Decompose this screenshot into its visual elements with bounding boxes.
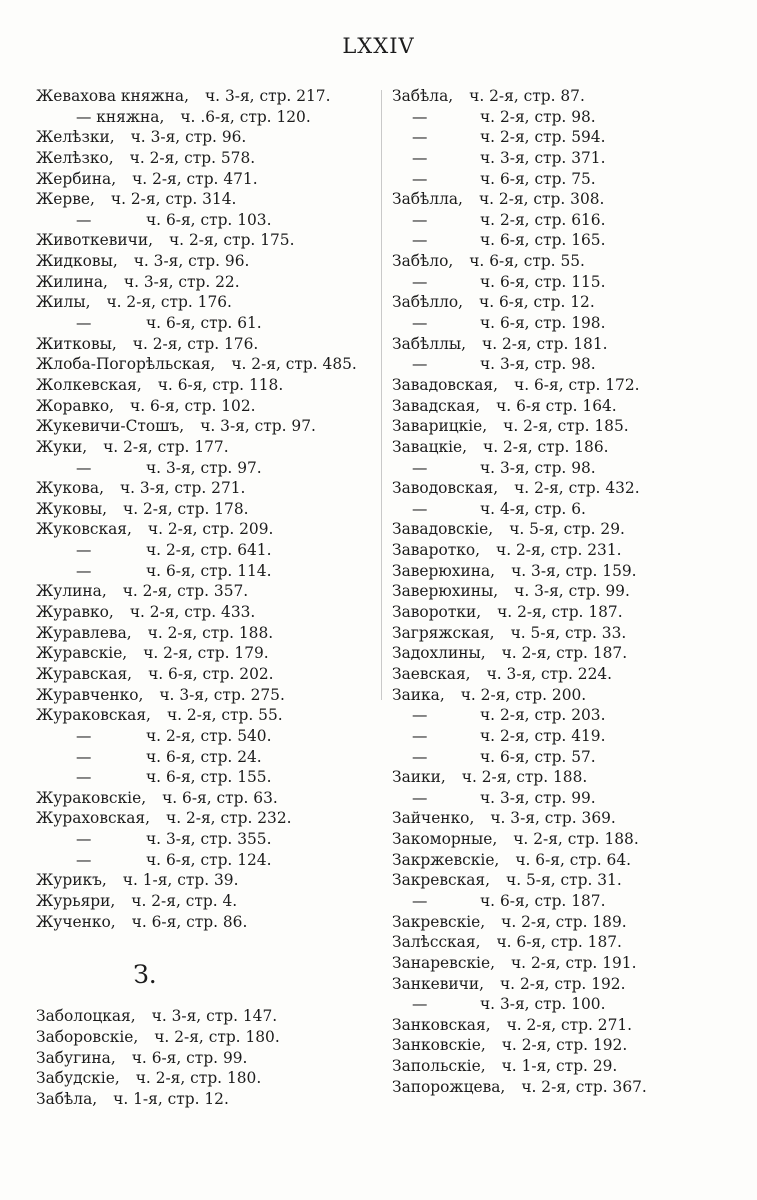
volume-page-reference: ч. 2-я, стр. 180. (135, 1069, 262, 1088)
index-entry (392, 313, 722, 334)
volume-page-reference: ч. 2-я, стр. 185. (503, 417, 629, 436)
index-entry (36, 251, 374, 272)
index-entry (36, 788, 374, 809)
index-entry (36, 86, 374, 107)
volume-page-reference: ч. 1-я, стр. 39. (122, 871, 239, 890)
volume-page-reference: ч. 3-я, стр. 22. (123, 272, 240, 291)
index-entry (392, 767, 722, 788)
index-entry (36, 1068, 374, 1089)
volume-page-reference: ч. 6-я, стр. 198. (480, 314, 606, 333)
index-entry (36, 375, 374, 396)
surname: Занкевичи, (392, 974, 484, 993)
index-entry (36, 230, 374, 251)
surname: Жученко, (36, 912, 116, 931)
index-entry (36, 623, 374, 644)
index-entry (392, 127, 722, 148)
ditto-name: — (412, 355, 428, 374)
volume-page-reference: ч. 6-я, стр. 61. (146, 314, 262, 333)
index-entry (36, 747, 374, 768)
surname: Жуковская, (36, 520, 132, 539)
volume-page-reference: ч. 5-я, стр. 33. (510, 623, 627, 642)
volume-page-reference: ч. 2-я, стр. 367. (521, 1077, 647, 1096)
volume-page-reference: ч. 6-я, стр. 99. (131, 1048, 248, 1067)
index-entry (392, 581, 722, 602)
index-entry (36, 850, 374, 871)
surname: Жевахова княжна, (36, 87, 189, 105)
index-entry (392, 870, 722, 891)
index-entry (36, 870, 374, 891)
index-entry (36, 767, 374, 788)
index-entry (392, 974, 722, 995)
surname: Завацкіе, (392, 437, 468, 456)
index-entry (392, 416, 722, 437)
index-entry (36, 313, 374, 334)
surname: Завадская, (392, 396, 481, 415)
volume-page-reference: ч. 6-я, стр. 63. (162, 788, 278, 807)
surname: Жураковскіе, (36, 788, 147, 807)
surname: Забѣла, (392, 87, 454, 105)
index-entry (392, 519, 722, 540)
volume-page-reference: ч. 2-я, стр. 594. (480, 128, 606, 147)
volume-page-reference: ч. 3-я, стр. 100. (480, 995, 606, 1014)
surname: Желѣзко, (36, 148, 114, 167)
index-entry (392, 210, 722, 231)
volume-page-reference: ч. 3-я, стр. 369. (490, 809, 616, 828)
volume-page-reference: ч. 2-я, стр. 178. (123, 499, 249, 518)
ditto-name: — княжна, (76, 107, 165, 126)
surname: Заверюхины, (392, 582, 499, 601)
volume-page-reference: ч. 2-я, стр. 186. (483, 437, 609, 456)
index-entry (392, 808, 722, 829)
surname: Жураховская, (36, 809, 151, 828)
index-entry (36, 499, 374, 520)
surname: Желѣзки, (36, 128, 115, 147)
volume-page-reference: ч. 6-я, стр. 118. (157, 375, 284, 394)
surname: Заевская, (392, 664, 471, 683)
surname: Жуковы, (36, 499, 108, 518)
volume-page-reference: ч. 2-я, стр. 432. (514, 479, 640, 498)
index-entry (36, 127, 374, 148)
page-number: LXXIV (342, 34, 415, 58)
surname: Жураковская, (36, 706, 151, 725)
surname: Жилы, (36, 293, 91, 312)
surname: Жилина, (36, 272, 108, 291)
index-entry (392, 148, 722, 169)
volume-page-reference: ч. 3-я, стр. 217. (205, 87, 331, 105)
surname: Заворотки, (392, 603, 482, 622)
surname: Завадовскіе, (392, 520, 494, 539)
surname: Забѣлло, (392, 293, 464, 312)
volume-page-reference: ч. 3-я, стр. 271. (119, 479, 246, 498)
surname: Жоравко, (36, 396, 115, 415)
volume-page-reference: ч. 3-я, стр. 147. (151, 1007, 278, 1026)
volume-page-reference: ч. 2-я, стр. 4. (131, 891, 238, 910)
surname: Закревскіе, (392, 912, 486, 931)
volume-page-reference: ч. 6-я, стр. 124. (146, 850, 272, 869)
surname: Забудскіе, (36, 1069, 120, 1088)
surname: Загряжская, (392, 623, 495, 642)
volume-page-reference: ч. 2-я, стр. 485. (231, 355, 357, 374)
volume-page-reference: ч. 2-я, стр. 231. (496, 541, 622, 560)
volume-page-reference: ч. 2-я, стр. 187. (501, 644, 628, 663)
surname: Жуки, (36, 437, 88, 456)
volume-page-reference: ч. 2-я, стр. 471. (132, 169, 258, 188)
ditto-name: — (76, 561, 92, 580)
index-entry (392, 375, 722, 396)
ditto-name: — (412, 128, 428, 147)
surname: Жлоба-Погорѣльская, (36, 355, 216, 374)
surname: Житковы, (36, 334, 117, 353)
ditto-name: — (412, 169, 428, 188)
volume-page-reference: ч. 6-я, стр. 155. (146, 768, 272, 787)
surname: Залѣсская, (392, 933, 481, 952)
ditto-name: — (76, 726, 92, 745)
index-entry (36, 602, 374, 623)
volume-page-reference: ч. 2-я, стр. 87. (469, 87, 585, 105)
ditto-name: — (412, 314, 428, 333)
volume-page-reference: ч. 2-я, стр. 314. (110, 190, 237, 209)
volume-page-reference: ч. 2-я, стр. 271. (506, 1015, 633, 1034)
index-entry (36, 416, 374, 437)
index-entry (36, 437, 374, 458)
surname: Заика, (392, 685, 445, 704)
volume-page-reference: ч. 3-я, стр. 159. (511, 561, 637, 580)
ditto-name: — (412, 499, 428, 518)
volume-page-reference: ч. 6-я, стр. 75. (480, 169, 596, 188)
volume-page-reference: ч. 2-я, стр. 188. (513, 830, 639, 849)
volume-page-reference: ч. 3-я, стр. 96. (133, 252, 250, 271)
ditto-name: — (76, 830, 92, 849)
index-entry (36, 808, 374, 829)
index-entry (36, 210, 374, 231)
volume-page-reference: ч. 2-я, стр. 540. (146, 726, 272, 745)
index-entry (392, 747, 722, 768)
index-entry (36, 643, 374, 664)
surname: Заболоцкая, (36, 1007, 136, 1026)
volume-page-reference: ч. 6-я, стр. 57. (480, 747, 596, 766)
ditto-name: — (412, 891, 428, 910)
volume-page-reference: ч. 2-я, стр. 55. (166, 706, 283, 725)
index-entry (392, 396, 722, 417)
volume-page-reference: ч. 6-я, стр. 102. (130, 396, 256, 415)
surname: Задохлины, (392, 644, 486, 663)
index-entry (36, 354, 374, 375)
volume-page-reference: ч. 3-я, стр. 224. (486, 664, 613, 683)
volume-page-reference: ч. 2-я, стр. 209. (147, 520, 274, 539)
index-entry (36, 540, 374, 561)
index-entry (36, 829, 374, 850)
index-entry (36, 478, 374, 499)
section-heading: З. (133, 960, 157, 990)
surname: Завадовская, (392, 375, 499, 394)
index-entry (36, 458, 374, 479)
index-entry (36, 1006, 374, 1027)
index-entry (36, 1048, 374, 1069)
index-entry (392, 623, 722, 644)
volume-page-reference: ч. 2-я, стр. 192. (500, 974, 626, 993)
surname: Забѣллы, (392, 334, 467, 353)
index-entry (36, 912, 374, 933)
volume-page-reference: ч. 6-я, стр. 187. (496, 933, 622, 952)
surname: Занаревскіе, (392, 953, 495, 972)
volume-page-reference: ч. 3-я, стр. 371. (480, 148, 606, 167)
volume-page-reference: ч. 6-я, стр. 103. (146, 210, 272, 229)
index-entry (392, 1035, 722, 1056)
volume-page-reference: ч. 3-я, стр. 97. (200, 417, 316, 436)
volume-page-reference: ч. 2-я, стр. 181. (482, 334, 608, 353)
index-entry (392, 540, 722, 561)
ditto-name: — (412, 788, 428, 807)
volume-page-reference: ч. 1-я, стр. 29. (501, 1057, 618, 1076)
index-entry (36, 561, 374, 582)
index-entry (36, 1089, 374, 1110)
surname: Журавскіе, (36, 644, 128, 663)
index-entry (392, 189, 722, 210)
surname: Заводовская, (392, 479, 499, 498)
surname: Животкевичи, (36, 231, 153, 250)
volume-page-reference: ч. 2-я, стр. 98. (480, 107, 596, 126)
volume-page-reference: ч. 2-я, стр. 641. (146, 541, 272, 560)
surname: Закржевскіе, (392, 850, 500, 869)
index-entry (36, 292, 374, 313)
index-entry (36, 519, 374, 540)
left-column (36, 86, 374, 1109)
volume-page-reference: ч. 2-я, стр. 203. (480, 706, 606, 725)
index-entry (392, 602, 722, 623)
surname: Журьяри, (36, 891, 116, 910)
volume-page-reference: ч. 2-я, стр. 176. (106, 293, 232, 312)
volume-page-reference: ч. 2-я, стр. 419. (480, 726, 606, 745)
volume-page-reference: ч. 6-я, стр. 172. (514, 375, 640, 394)
ditto-name: — (76, 850, 92, 869)
surname: Зайченко, (392, 809, 475, 828)
surname: Запольскіе, (392, 1057, 486, 1076)
volume-page-reference: ч. 5-я, стр. 29. (509, 520, 625, 539)
volume-page-reference: ч. 2-я, стр. 357. (122, 582, 249, 601)
surname: Журавская, (36, 664, 133, 683)
volume-page-reference: ч. 2-я, стр. 188. (147, 623, 274, 642)
volume-page-reference: ч. 2-я, стр. 188. (461, 768, 588, 787)
index-entry (36, 891, 374, 912)
volume-page-reference: ч. 6-я стр. 164. (496, 396, 617, 415)
volume-page-reference: ч. 3-я, стр. 355. (146, 830, 272, 849)
volume-page-reference: ч. 2-я, стр. 616. (480, 210, 606, 229)
index-entry (36, 664, 374, 685)
index-entry (392, 1056, 722, 1077)
index-entry (392, 664, 722, 685)
volume-page-reference: ч. 2-я, стр. 179. (143, 644, 269, 663)
index-entry (392, 478, 722, 499)
surname: Жолкевская, (36, 375, 142, 394)
index-entry (36, 1027, 374, 1048)
surname: Забѣло, (392, 252, 454, 271)
volume-page-reference: ч. 6-я, стр. 12. (479, 293, 595, 312)
surname: Жулина, (36, 582, 107, 601)
volume-page-reference: ч. 2-я, стр. 177. (103, 437, 229, 456)
index-entry (392, 499, 722, 520)
ditto-name: — (76, 541, 92, 560)
index-entry (392, 994, 722, 1015)
index-entry (36, 685, 374, 706)
index-entry (36, 169, 374, 190)
ditto-name: — (412, 726, 428, 745)
ditto-name: — (412, 747, 428, 766)
index-entry (36, 705, 374, 726)
surname: Журавлева, (36, 623, 132, 642)
surname: Заики, (392, 768, 446, 787)
surname: Журикъ, (36, 871, 107, 890)
surname: Журавченко, (36, 685, 144, 704)
index-entry (392, 932, 722, 953)
volume-page-reference: ч. 2-я, стр. 175. (168, 231, 295, 250)
ditto-name: — (76, 458, 92, 477)
surname: Заварицкіе, (392, 417, 488, 436)
ditto-name: — (76, 314, 92, 333)
volume-page-reference: ч. 3-я, стр. 96. (130, 128, 247, 147)
volume-page-reference: ч. 2-я, стр. 189. (501, 912, 627, 931)
ditto-name: — (412, 458, 428, 477)
index-entry (392, 643, 722, 664)
volume-page-reference: ч. 6-я, стр. 114. (146, 561, 272, 580)
index-entry (392, 272, 722, 293)
surname: Занковская, (392, 1015, 491, 1034)
right-column (392, 86, 722, 1097)
index-entry (36, 148, 374, 169)
ditto-name: — (412, 995, 428, 1014)
volume-page-reference: ч. 6-я, стр. 64. (515, 850, 632, 869)
volume-page-reference: ч. 3-я, стр. 99. (480, 788, 596, 807)
volume-page-reference: ч. 2-я, стр. 176. (132, 334, 259, 353)
volume-page-reference: ч. 2-я, стр. 308. (478, 190, 605, 209)
index-entry (392, 107, 722, 128)
volume-page-reference: ч. 6-я, стр. 55. (469, 252, 585, 271)
index-entry (392, 705, 722, 726)
volume-page-reference: ч. 2-я, стр. 187. (497, 603, 623, 622)
index-entry (36, 107, 374, 128)
volume-page-reference: ч. 5-я, стр. 31. (506, 871, 622, 890)
index-entry (392, 334, 722, 355)
volume-page-reference: ч. 6-я, стр. 24. (146, 747, 262, 766)
ditto-name: — (412, 231, 428, 250)
surname: Запорожцева, (392, 1077, 506, 1096)
index-entry (392, 829, 722, 850)
ditto-name: — (76, 210, 92, 229)
index-entry (392, 788, 722, 809)
ditto-name: — (412, 706, 428, 725)
index-entry (392, 1015, 722, 1036)
volume-page-reference: ч. 2-я, стр. 200. (460, 685, 587, 704)
surname: Забугина, (36, 1048, 116, 1067)
surname: Жукевичи-Стошъ, (36, 417, 185, 436)
ditto-name: — (412, 272, 428, 291)
ditto-name: — (412, 107, 428, 126)
index-entry (392, 437, 722, 458)
surname: Занковскіе, (392, 1036, 486, 1055)
volume-page-reference: ч. 3-я, стр. 98. (480, 355, 596, 374)
index-entry (392, 292, 722, 313)
ditto-name: — (76, 768, 92, 787)
surname: Жидковы, (36, 252, 118, 271)
volume-page-reference: ч. 3-я, стр. 98. (480, 458, 596, 477)
surname: Жербина, (36, 169, 117, 188)
surname: Журавко, (36, 603, 114, 622)
index-entry (392, 251, 722, 272)
surname: Жукова, (36, 479, 104, 498)
ditto-name: — (412, 210, 428, 229)
surname: Закревская, (392, 871, 491, 890)
volume-page-reference: ч. 2-я, стр. 578. (129, 148, 256, 167)
volume-page-reference: ч. 2-я, стр. 433. (129, 603, 256, 622)
index-entry (392, 561, 722, 582)
ditto-name: — (412, 148, 428, 167)
index-entry (36, 272, 374, 293)
index-entry (392, 230, 722, 251)
volume-page-reference: ч. 6-я, стр. 202. (148, 664, 274, 683)
index-entry (392, 354, 722, 375)
volume-page-reference: ч. .6-я, стр. 120. (180, 107, 311, 126)
index-entry (392, 458, 722, 479)
surname: Закоморные, (392, 830, 498, 849)
volume-page-reference: ч. 1-я, стр. 12. (113, 1089, 229, 1108)
surname: Заборовскіе, (36, 1027, 139, 1046)
volume-page-reference: ч. 6-я, стр. 187. (480, 891, 606, 910)
index-entry (392, 1077, 722, 1098)
surname: Забѣлла, (392, 190, 463, 209)
volume-page-reference: ч. 6-я, стр. 86. (131, 912, 248, 931)
surname: Заваротко, (392, 541, 481, 560)
index-entry (392, 850, 722, 871)
column-divider (381, 90, 382, 700)
volume-page-reference: ч. 2-я, стр. 191. (511, 953, 637, 972)
surname: Забѣла, (36, 1089, 98, 1108)
index-entry (36, 726, 374, 747)
index-entry (36, 334, 374, 355)
volume-page-reference: ч. 4-я, стр. 6. (480, 499, 586, 518)
index-entry (392, 169, 722, 190)
volume-page-reference: ч. 2-я, стр. 180. (154, 1027, 280, 1046)
index-entry (36, 581, 374, 602)
index-entry (392, 953, 722, 974)
ditto-name: — (76, 747, 92, 766)
index-entry (392, 726, 722, 747)
volume-page-reference: ч. 2-я, стр. 192. (501, 1036, 628, 1055)
surname: Заверюхина, (392, 561, 496, 580)
volume-page-reference: ч. 3-я, стр. 97. (146, 458, 262, 477)
index-entry (392, 685, 722, 706)
index-entry (36, 396, 374, 417)
volume-page-reference: ч. 3-я, стр. 275. (159, 685, 285, 704)
surname: Жерве, (36, 190, 95, 209)
volume-page-reference: ч. 6-я, стр. 115. (480, 272, 606, 291)
index-entry (392, 86, 722, 107)
volume-page-reference: ч. 3-я, стр. 99. (514, 582, 630, 601)
index-entry (36, 189, 374, 210)
volume-page-reference: ч. 6-я, стр. 165. (480, 231, 606, 250)
index-entry (392, 891, 722, 912)
index-entry (392, 912, 722, 933)
volume-page-reference: ч. 2-я, стр. 232. (166, 809, 292, 828)
